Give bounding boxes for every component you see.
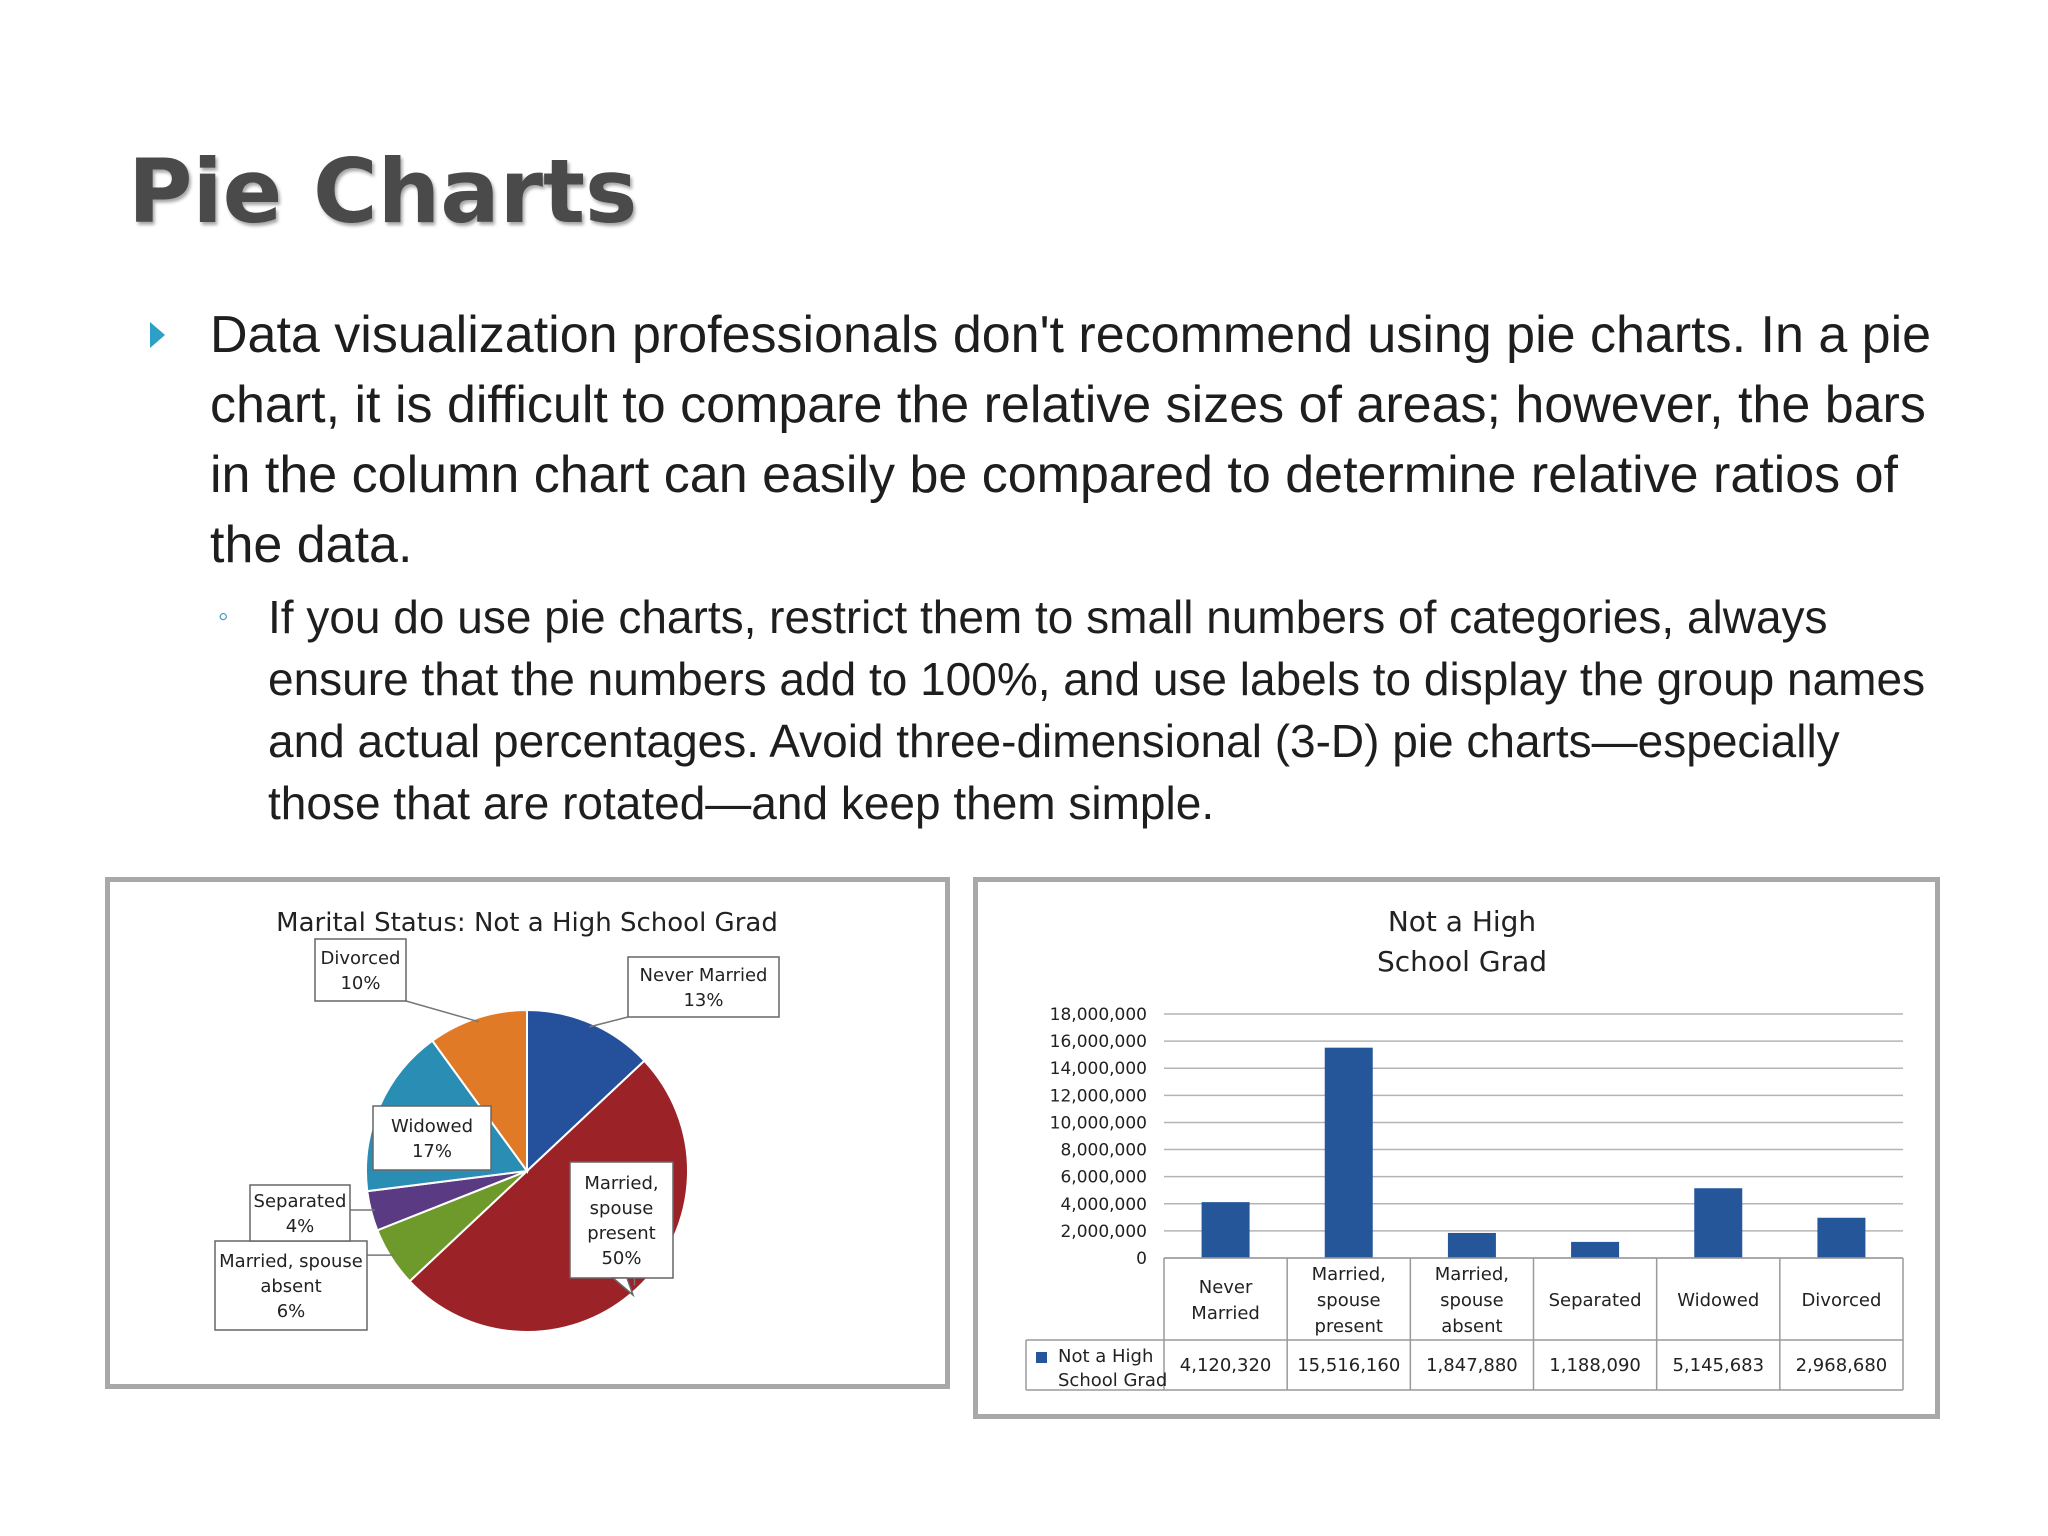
pie-slice-label: Divorced xyxy=(320,948,401,969)
bar-y-tick-label: 0 xyxy=(1136,1249,1147,1269)
bar-value-label: 2,968,680 xyxy=(1795,1355,1888,1376)
pie-slice-label: 6% xyxy=(276,1301,306,1322)
bar-value-label: 4,120,320 xyxy=(1179,1355,1272,1376)
bar-category-label: spouse xyxy=(1440,1290,1504,1311)
bar xyxy=(1694,1188,1742,1258)
bar-category-label: absent xyxy=(1441,1316,1503,1337)
triangle-bullet-icon xyxy=(150,322,165,348)
bar xyxy=(1202,1202,1250,1258)
circle-bullet-icon: ◦ xyxy=(218,600,229,633)
pie-slice-label: Married, xyxy=(584,1173,659,1194)
bar xyxy=(1325,1048,1373,1258)
bar-chart xyxy=(978,882,1935,1414)
legend-swatch xyxy=(1036,1352,1047,1363)
bullet-list xyxy=(150,300,1950,834)
pie-slice-label: 4% xyxy=(285,1216,315,1237)
bar-y-tick-label: 8,000,000 xyxy=(1060,1140,1147,1161)
bar-category-label: Widowed xyxy=(1677,1290,1760,1311)
pie-leader-line xyxy=(589,1017,628,1027)
bar xyxy=(1571,1242,1619,1258)
bar-chart-title: School Grad xyxy=(1377,945,1547,978)
bar-chart-title: Not a High xyxy=(1387,905,1537,938)
bar-category-label: Separated xyxy=(1548,1290,1642,1311)
legend-label: School Grad xyxy=(1058,1370,1168,1391)
bar-category-label: Divorced xyxy=(1801,1290,1882,1311)
pie-slice-label: spouse xyxy=(589,1198,654,1219)
bar xyxy=(1817,1218,1865,1258)
bar-value-label: 15,516,160 xyxy=(1297,1355,1401,1376)
pie-slice-label: 10% xyxy=(340,973,381,994)
pie-chart-panel xyxy=(105,877,950,1389)
bar-category-label: Married, xyxy=(1311,1264,1386,1285)
bar-category-label: spouse xyxy=(1316,1290,1381,1311)
bar-category-label: Married, xyxy=(1434,1264,1510,1285)
pie-slice-label: Separated xyxy=(253,1191,347,1212)
pie-chart-title: Marital Status: Not a High School Grad xyxy=(276,908,778,938)
bar-y-tick-label: 14,000,000 xyxy=(1049,1059,1147,1080)
pie-slice-label: 13% xyxy=(683,990,724,1011)
bar-y-tick-label: 18,000,000 xyxy=(1049,1005,1147,1025)
pie-slice-label: Married, spouse xyxy=(219,1251,363,1272)
bar-value-label: 5,145,683 xyxy=(1672,1355,1765,1376)
bar-value-label: 1,847,880 xyxy=(1426,1355,1518,1376)
pie-slice-label: 17% xyxy=(411,1141,453,1162)
bar-chart-panel xyxy=(973,877,1940,1419)
bar xyxy=(1448,1233,1496,1258)
bullet-main xyxy=(150,300,1950,580)
bullet-sub-text: If you do use pie charts, restrict them to small numbers of categories, always ensure that the numbers add to 100%, and use labels to display the group names and actual percentages. Avoid three-dimensional (3-D) pie charts—especially those that are rotated—and keep them simple. xyxy=(268,591,1926,829)
bar-category-label: present xyxy=(1314,1316,1383,1337)
slide-title: Pie Charts xyxy=(128,140,638,243)
bullet-main-text: Data visualization professionals don't recommend using pie charts. In a pie chart, it is difficult to compare the relative sizes of areas; however, the bars in the column chart can easily be compared to determine relative ratios of the data. xyxy=(210,306,1932,574)
bullet-sub xyxy=(150,586,1950,834)
bar-category-label: Married xyxy=(1191,1303,1260,1324)
pie-chart xyxy=(110,882,945,1384)
bar-value-label: 1,188,090 xyxy=(1549,1355,1641,1376)
pie-slice-label: Never Married xyxy=(639,965,768,986)
bar-y-tick-label: 16,000,000 xyxy=(1049,1032,1147,1053)
pie-slice-label: absent xyxy=(260,1276,322,1297)
pie-slice-label: Widowed xyxy=(390,1116,474,1137)
pie-leader-line xyxy=(406,1001,478,1022)
bar-y-tick-label: 2,000,000 xyxy=(1060,1221,1147,1242)
bar-y-tick-label: 10,000,000 xyxy=(1049,1113,1147,1134)
pie-slice-label: present xyxy=(587,1223,656,1244)
legend-label: Not a High xyxy=(1058,1346,1154,1367)
bar-y-tick-label: 4,000,000 xyxy=(1060,1194,1147,1215)
pie-slice-label: 50% xyxy=(601,1248,642,1269)
bar-category-label: Never xyxy=(1198,1277,1253,1298)
bar-y-tick-label: 12,000,000 xyxy=(1049,1086,1147,1107)
bar-y-tick-label: 6,000,000 xyxy=(1060,1167,1147,1188)
